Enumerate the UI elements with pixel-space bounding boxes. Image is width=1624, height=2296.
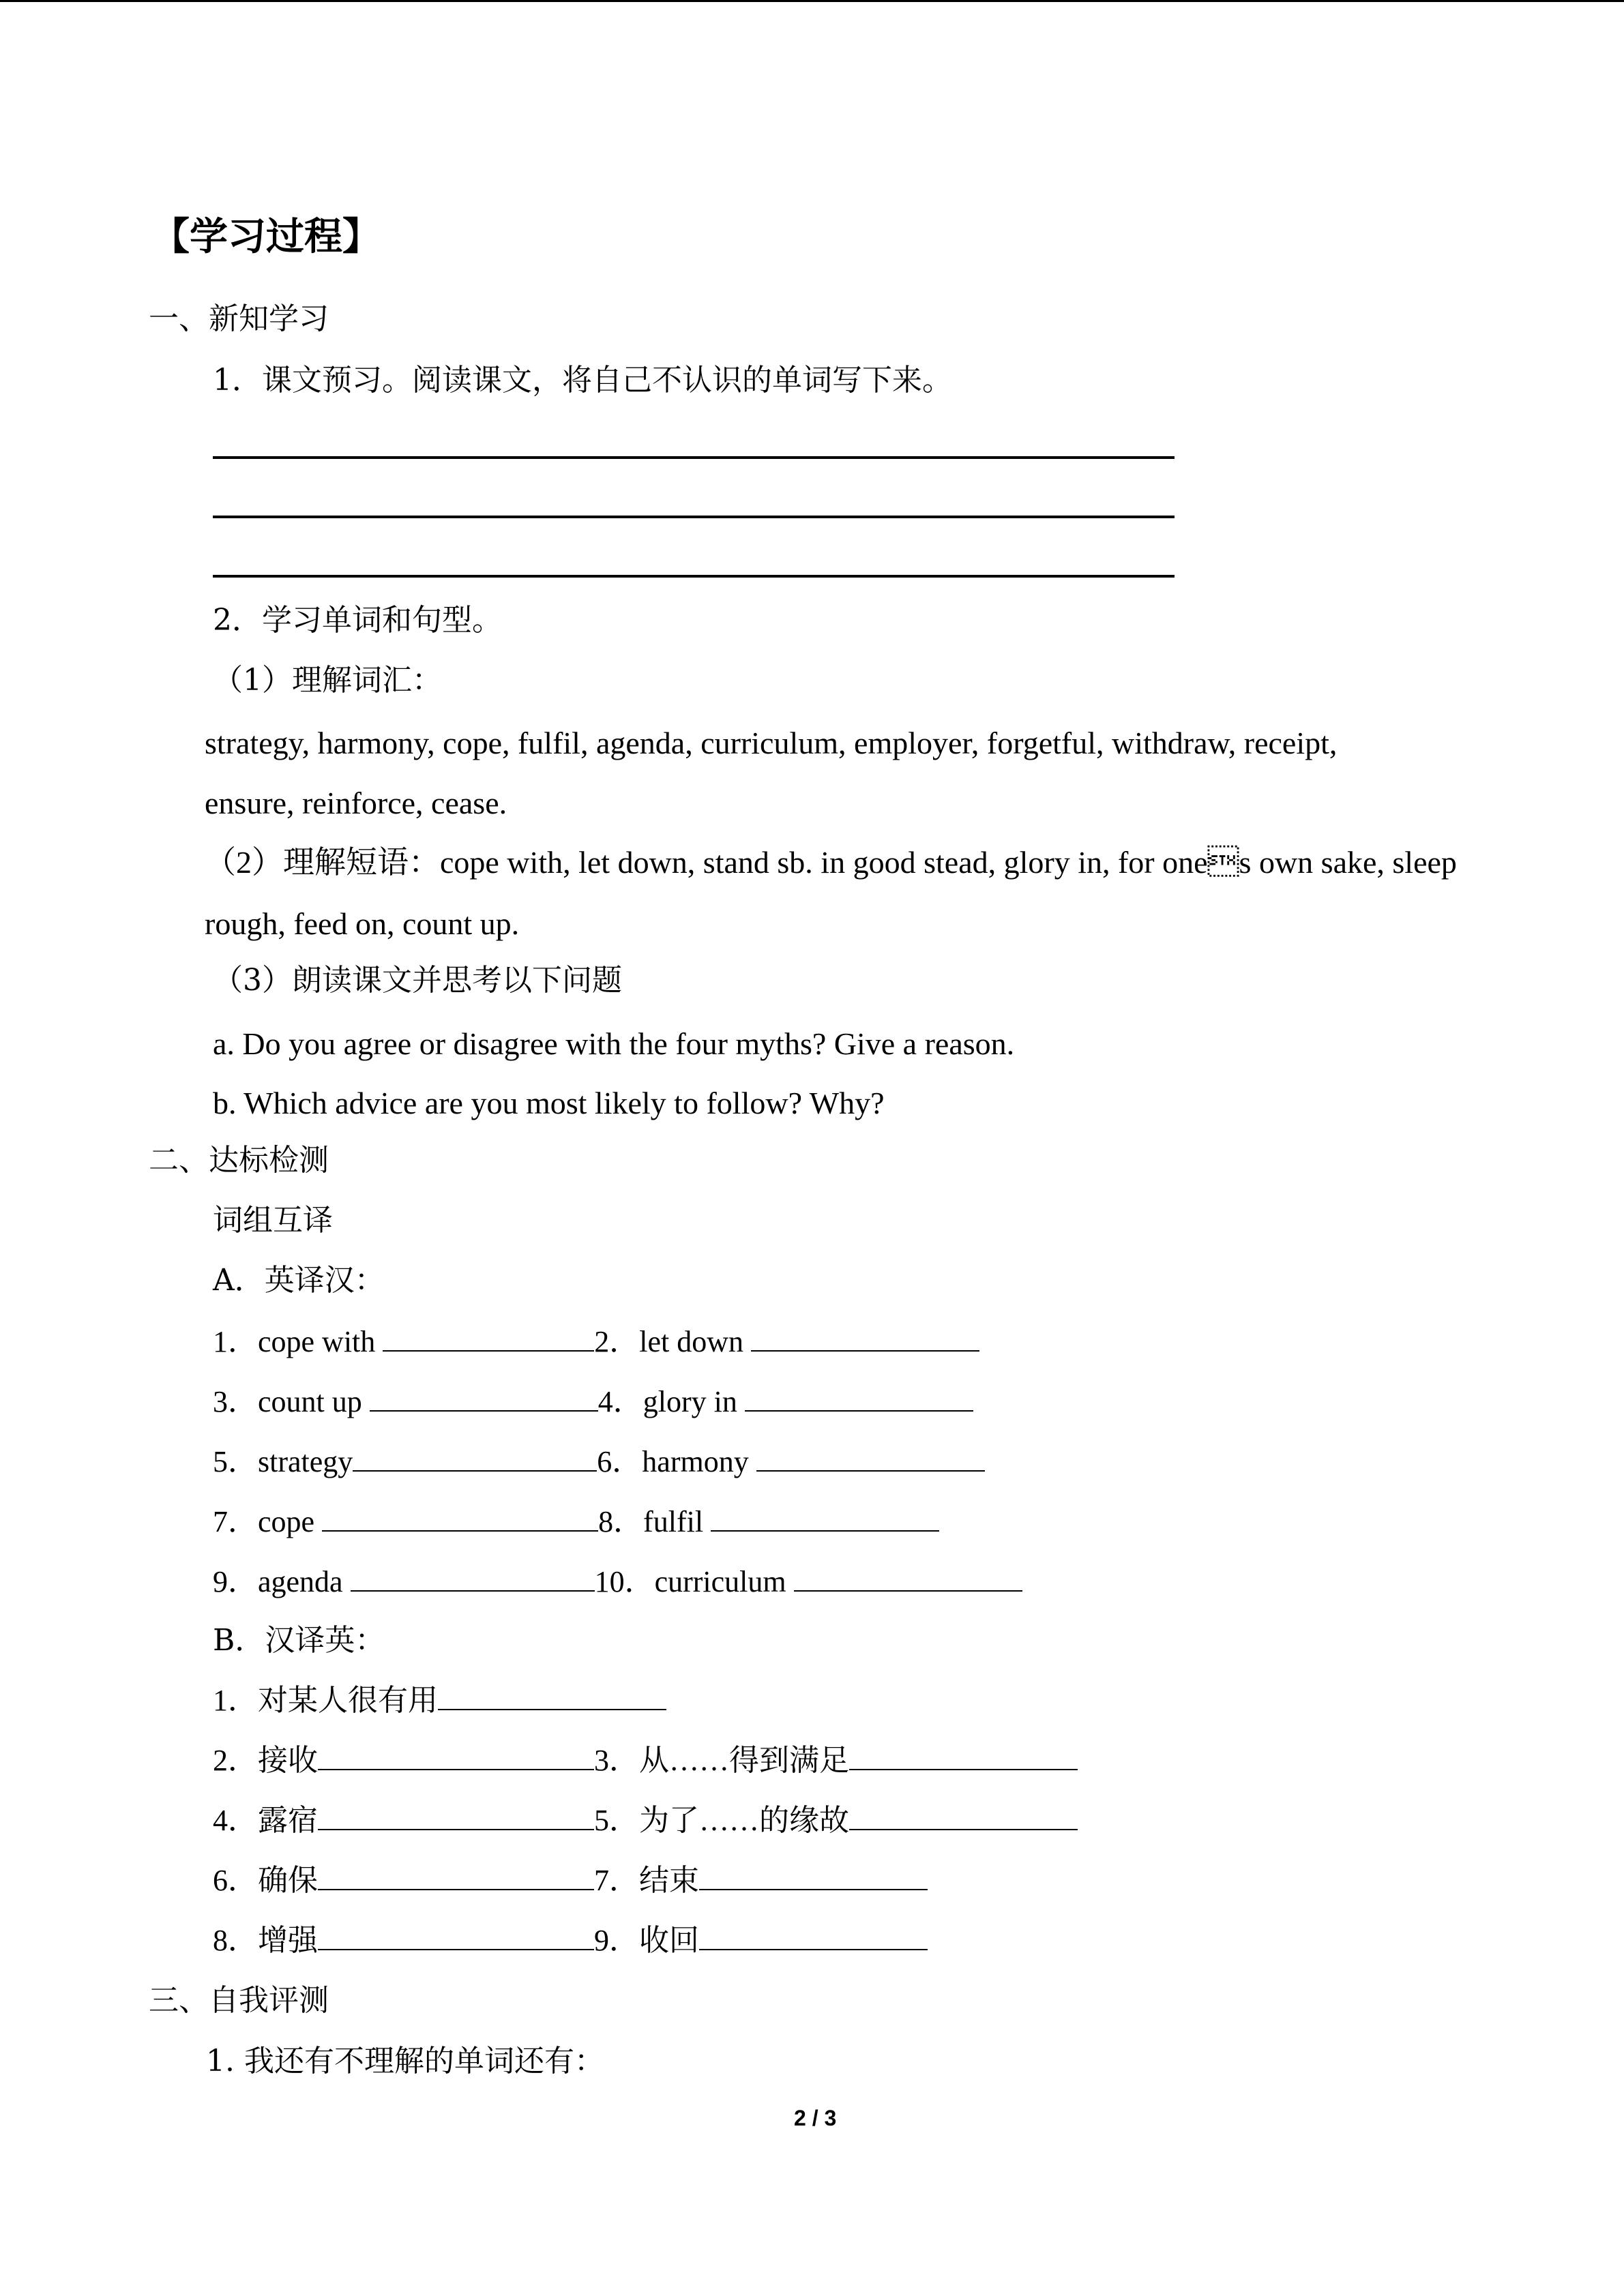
answer-blank[interactable]	[318, 1922, 594, 1950]
part-b-row	[213, 1862, 928, 1900]
part-b-term: 5．为了……的缘故	[594, 1804, 849, 1837]
section1-item1: 1．课文预习。阅读课文，将自己不认识的单词写下来。	[213, 363, 952, 398]
part-a-row	[213, 1323, 979, 1361]
read-label: （3）朗读课文并思考以下问题	[213, 963, 622, 998]
part-b-row	[213, 1742, 1078, 1780]
answer-blank[interactable]	[699, 1862, 928, 1890]
part-a-row	[213, 1443, 985, 1481]
part-a-term: 4．glory in	[597, 1385, 737, 1418]
answer-blank[interactable]	[353, 1443, 597, 1472]
part-a-term: 7．cope	[213, 1505, 315, 1538]
phrase-line-2: rough, feed on, count up.	[205, 906, 520, 941]
part-a-term: 2．let down	[594, 1325, 744, 1358]
part-b-row	[213, 1682, 666, 1720]
phrase-line-1: （2）理解短语：cope with, let down, stand sb. in good stead, glory in, for ones own sake, sleep	[205, 845, 1457, 880]
part-a-label: A．英译汉：	[213, 1263, 385, 1298]
part-a-term: 8．fulfil	[598, 1505, 704, 1538]
answer-blank[interactable]	[794, 1563, 1022, 1592]
page-number: 2 / 3	[794, 2106, 837, 2130]
part-b-term: 2．接收	[213, 1744, 318, 1777]
vocab-label: （1）理解词汇：	[213, 663, 442, 698]
part-a-row	[213, 1383, 973, 1421]
answer-blank[interactable]	[318, 1862, 594, 1890]
part-a-row	[213, 1563, 1022, 1601]
answer-blank[interactable]	[751, 1323, 979, 1352]
answer-blank[interactable]	[351, 1563, 595, 1592]
part-b-label: B．汉译英：	[213, 1623, 385, 1658]
vocab-line-1: strategy, harmony, cope, fulfil, agenda, curriculum, employer, forgetful, withdraw, receipt,	[205, 726, 1338, 760]
part-b-term: 9．收回	[594, 1924, 699, 1957]
part-a-row	[213, 1503, 939, 1541]
top-border	[0, 0, 1624, 2]
section2-subtitle: 词组互译	[213, 1203, 333, 1238]
part-b-term: 3．从……得到满足	[594, 1744, 849, 1777]
answer-blank[interactable]	[318, 1742, 594, 1770]
part-a-term: 5．strategy	[213, 1445, 353, 1478]
part-b-term: 8．增强	[213, 1924, 318, 1957]
part-b-term: 7．结束	[594, 1864, 699, 1897]
question-b: b. Which advice are you most likely to follow? Why?	[213, 1086, 885, 1120]
section2-title: 二、达标检测	[149, 1143, 329, 1178]
part-a-term: 1．cope with	[213, 1325, 376, 1358]
section3-title: 三、自我评测	[149, 1983, 329, 2018]
page-heading: 【学习过程】	[151, 214, 381, 259]
answer-blank[interactable]	[322, 1503, 598, 1532]
answer-blank[interactable]	[383, 1323, 594, 1352]
answer-line-2[interactable]	[213, 516, 1175, 518]
answer-blank[interactable]	[699, 1922, 928, 1950]
part-b-row	[213, 1802, 1078, 1840]
part-a-term: 10．curriculum	[594, 1565, 786, 1598]
part-a-term: 9．agenda	[213, 1565, 343, 1598]
section3-item1: 1. 我还有不理解的单词还有：	[206, 2044, 604, 2078]
part-a-term: 6．harmony	[597, 1445, 749, 1478]
section1-item2: 2．学习单词和句型。	[213, 603, 502, 638]
answer-blank[interactable]	[849, 1742, 1078, 1770]
answer-blank[interactable]	[711, 1503, 939, 1532]
part-b-term: 1．对某人很有用	[213, 1684, 438, 1717]
answer-blank[interactable]	[370, 1383, 598, 1412]
answer-blank[interactable]	[318, 1802, 594, 1830]
part-a-term: 3．count up	[213, 1385, 362, 1418]
answer-blank[interactable]	[745, 1383, 973, 1412]
answer-blank[interactable]	[849, 1802, 1078, 1830]
question-a: a. Do you agree or disagree with the four myths? Give a reason.	[213, 1026, 1015, 1061]
answer-line-1[interactable]	[213, 456, 1175, 459]
answer-blank[interactable]	[756, 1443, 985, 1472]
answer-line-3[interactable]	[213, 575, 1175, 578]
section1-title: 一、新知学习	[149, 301, 329, 336]
part-b-term: 6．确保	[213, 1864, 318, 1897]
answer-blank[interactable]	[438, 1682, 666, 1710]
part-b-row	[213, 1922, 928, 1960]
vocab-line-2: ensure, reinforce, cease.	[205, 786, 507, 820]
part-b-term: 4．露宿	[213, 1804, 318, 1837]
